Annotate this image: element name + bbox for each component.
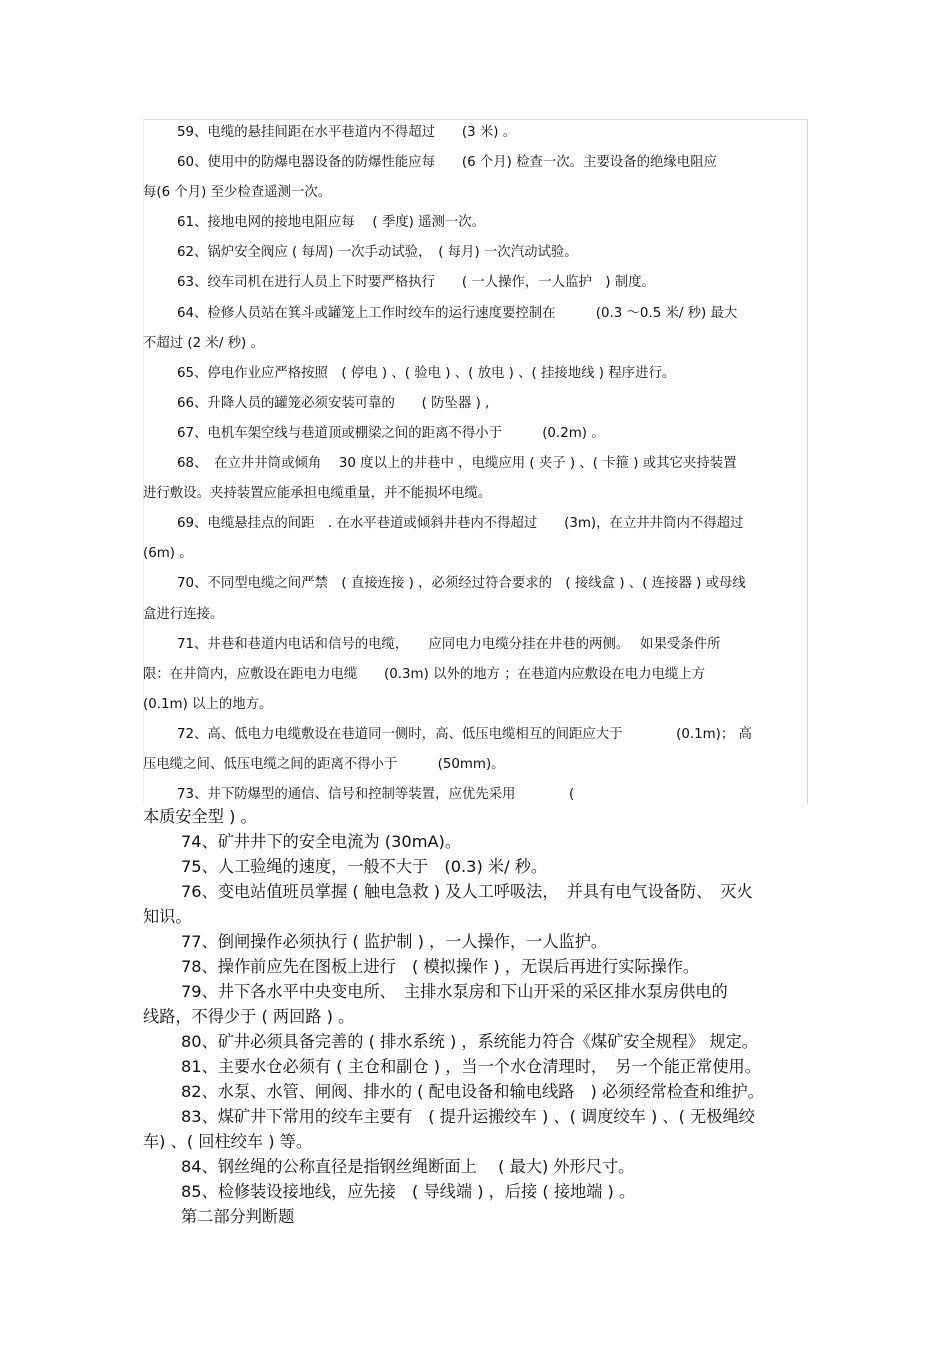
text-line-continuation: 线路，不得少于 ( 两回路 ) 。 xyxy=(143,1007,355,1026)
text-line-continuation: 盒进行连接。 xyxy=(143,606,224,622)
text-line: 84、钢丝绳的公称直径是指钢丝绳断面上 ( 最大) 外形尺寸。 xyxy=(181,1157,635,1176)
answer-list-large xyxy=(143,804,807,1229)
text-line: 68、 在立井井筒或倾角 30 度以上的井巷中 ，电缆应用 ( 夹子 ) 、( 卡箍 ) 或其它夹持装置 xyxy=(177,456,737,472)
text-line-continuation: 本质安全型 ) 。 xyxy=(143,807,257,826)
text-line: 65、停电作业应严格按照 ( 停电 ) 、( 验电 ) 、( 放电 ) 、( 挂接地线 ) 程序进行。 xyxy=(177,365,676,381)
text-line: 62、锅炉安全阀应 ( 每周) 一次手动试验， ( 每月) 一次汽动试验。 xyxy=(177,245,578,261)
text-line-continuation: (0.1m) 以上的地方。 xyxy=(143,696,273,712)
text-line: 76、变电站值班员掌握 ( 触电急救 ) 及人工呼吸法， 并具有电气设备防、 灭火 xyxy=(181,882,753,901)
text-line: 67、电机车架空线与巷道顶或棚梁之间的距离不得小于 (0.2m) 。 xyxy=(177,425,605,441)
text-line-continuation: 每(6 个月) 至少检查遥测一次。 xyxy=(143,185,332,201)
text-line-continuation: 限：在井筒内，应敷设在距电力电缆 (0.3m) 以外的地方 ；在巷道内应敷设在电力电缆上方 xyxy=(143,666,706,682)
text-line-continuation: 进行敷设。夹持装置应能承担电缆重量，并不能损坏电缆。 xyxy=(143,486,492,502)
text-line: 80、矿井必须具备完善的 ( 排水系统 ) ，系统能力符合《煤矿安全规程》 规定。 xyxy=(181,1032,758,1051)
text-line: 82、水泵、水管、闸阀、排水的 ( 配电设备和输电线路 ) 必须经常检查和维护。 xyxy=(181,1082,764,1101)
text-line-continuation: 知识。 xyxy=(143,907,192,926)
text-line: 78、操作前应先在图板上进行 ( 模拟操作 ) ，无误后再进行实际操作。 xyxy=(181,957,700,976)
text-line: 63、绞车司机在进行人员上下时要严格执行 ( 一人操作，一人监护 ) 制度。 xyxy=(177,275,655,291)
text-line: 72、高、低电力电缆敷设在巷道同一侧时，高、低压电缆相互的间距应大于 (0.1m)； 高 xyxy=(177,726,752,742)
text-line: 81、主要水仓必须有 ( 主仓和副仓 ) ，当一个水仓清理时， 另一个能正常使用。 xyxy=(181,1057,761,1076)
text-line: 85、检修装设接地线，应先接 ( 导线端 ) ，后接 ( 接地端 ) 。 xyxy=(181,1182,636,1201)
text-line-continuation: (6m) 。 xyxy=(143,546,193,562)
text-line: 79、井下各水平中央变电所、 主排水泵房和下山开采的采区排水泵房供电的 xyxy=(181,982,728,1001)
text-line: 61、接地电网的接地电阻应每 ( 季度) 遥测一次。 xyxy=(177,215,486,231)
text-line: 74、矿井井下的安全电流为 (30mA)。 xyxy=(181,832,462,851)
text-line: 83、煤矿井下常用的绞车主要有 ( 提升运搬绞车 ) 、( 调度绞车 ) 、( 无极绳绞 xyxy=(181,1107,755,1126)
text-line: 66、升降人员的罐笼必须安装可靠的 ( 防坠器 ) , xyxy=(177,395,490,411)
text-line: 第二部分判断题 xyxy=(181,1207,295,1226)
text-line: 75、人工验绳的速度，一般不大于 (0.3) 米/ 秒。 xyxy=(181,857,548,876)
answer-list-small xyxy=(143,118,807,810)
text-line: 64、检修人员站在箕斗或罐笼上工作时绞车的运行速度要控制在 (0.3 ～0.5 米/ 秒) 最大 xyxy=(177,305,738,321)
text-line: 69、电缆悬挂点的间距 . 在水平巷道或倾斜井巷内不得超过 (3m)，在立井井筒内不得超过 xyxy=(177,516,744,532)
text-line-continuation: 不超过 (2 米/ 秒) 。 xyxy=(143,335,264,351)
text-line: 59、电缆的悬挂间距在水平巷道内不得超过 (3 米) 。 xyxy=(177,125,517,140)
text-line: 73、井下防爆型的通信、信号和控制等装置，应优先采用 ( xyxy=(177,787,575,803)
text-line-continuation: 车) 、( 回柱绞车 ) 等。 xyxy=(143,1132,313,1151)
text-line-continuation: 压电缆之间、低压电缆之间的距离不得小于 (50mm)。 xyxy=(143,756,505,772)
text-line: 71、井巷和巷道内电话和信号的电缆， 应同电力电缆分挂在井巷的两侧。 如果受条件所 xyxy=(177,636,721,652)
text-line: 60、使用中的防爆电器设备的防爆性能应每 (6 个月) 检查一次。主要设备的绝缘电阻应 xyxy=(177,155,717,171)
text-line: 77、倒闸操作必须执行 ( 监护制 ) ，一人操作，一人监护。 xyxy=(181,932,608,951)
text-line: 70、不同型电缆之间严禁 ( 直接连接 ) ，必须经过符合要求的 ( 接线盒 ) 、( 连接器 ) 或母线 xyxy=(177,576,746,592)
